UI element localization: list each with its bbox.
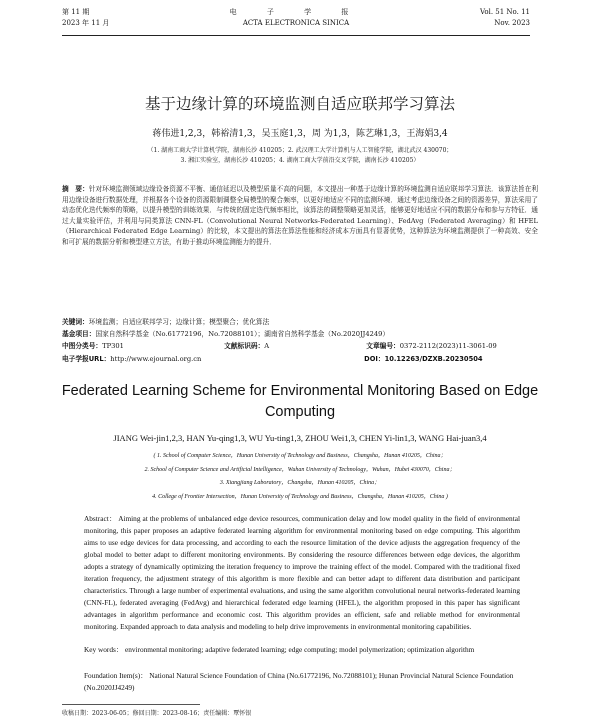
date-en: Nov. 2023 <box>494 19 530 27</box>
keywords-en-text: environmental monitoring; adaptive federated learning; edge computing; model polymerization; optimization algorithm <box>124 645 475 654</box>
authors-en: JIANG Wei-jin1,2,3, HAN Yu-qing1,3, WU Yu-ting1,3, ZHOU Wei1,3, CHEN Yi-lin1,3, WANG Hai-juan3,4 <box>113 433 487 443</box>
header-right <box>480 7 530 29</box>
running-header <box>62 7 530 41</box>
date-cn: 2023 年 11 月 <box>62 19 110 27</box>
abstract-cn-text: 针对环境监测领域边缘设备资源不平衡、通信延迟以及模型质量不高的问题，本文提出一种基于边缘计算的环境监测自适应联邦学习算法．该算法旨在利用边缘设备进行数据处理，并根据各个设备的资源限制调整全局模型的聚合频率，以更好地适应不同的监测环境．通过考虑边缘设备之间的资源差异，算法采用了动态优化迭代频率的策略，以提升模型的训练效果．与传统的固定迭代频率相比，该算法的调整策略更加灵活，能够更好地适应不同的数据分布和参与方特征．通过大量实验评估，并利用与同类算法 CNN-FL（Convolutional Neural Networks-Federated Learning）、FedAvg（Federated Averaging）和 HFEL（Hierarchical Federated Edge Learning）的比较，本文提出的算法在算法性能和经济成本方面具有显著优势，这种算法为环境监测提供了一种高效、安全和可扩展的数据分析和模型建立方法，有助于推动环境监测能力的提升． <box>62 185 539 246</box>
url-label: 电子学报URL： <box>62 355 111 363</box>
fund-en-label: Foundation Item(s)： <box>84 671 148 680</box>
journal-cn: 电 子 学 报 <box>229 8 363 16</box>
article-no-value: 0372-2112(2023)11-3061-09 <box>399 342 497 350</box>
affil-cn-line-2: 3. 湘江实验室，湖南长沙 410205；4. 湖南工商大学前沿交叉学院，湖南长沙 410205） <box>180 157 420 164</box>
affiliations-cn <box>60 146 540 166</box>
fund-en <box>84 670 520 694</box>
doi-value: 10.12263/DZXB.20230504 <box>384 355 483 363</box>
clc-value: TP301 <box>102 342 124 350</box>
volume: Vol. 51 No. 11 <box>479 8 530 16</box>
keywords-en <box>84 644 520 656</box>
authors-cn: 蒋伟进1,2,3，韩裕清1,3，吴玉庭1,3，周 为1,3，陈艺琳1,3，王海娟3,4 <box>152 129 448 139</box>
affil-en-line-2: 2. School of Computer Science and Artificial Intelligence，Wuhan University of Technology，Wuhan，Hubei 430070，China； <box>144 466 456 473</box>
abstract-cn <box>62 184 538 248</box>
fund-cn <box>62 328 538 338</box>
header-rule <box>62 35 530 36</box>
affil-en-line-1: ( 1. School of Computer Science，Hunan University of Technology and Business，Changsha，Hunan 410205，China； <box>153 453 447 459</box>
keywords-cn <box>62 316 538 326</box>
affil-en-line-3: 3. Xiangjiang Laboratory，Changsha，Hunan 410205，China； <box>219 480 381 486</box>
fund-cn-text: 国家自然科学基金（No.61772196，No.72088101）；湖南省自然科学基金（No.2020JJ4249） <box>95 330 390 338</box>
affil-cn-line-1: （1. 湖南工商大学计算机学院，湖南长沙 410205；2. 武汉理工大学计算机与人工智能学院，湖北武汉 430070； <box>147 147 453 154</box>
abstract-en-text: Aiming at the problems of unbalanced edge device resources, communication delay and low model quality in the field of environmental monitoring, this paper proposes an adaptive federated learning algorithm for environmental monitoring based on edge computing. This algorithm aims to use edge devices for data processing, and according to each the resource limitation of the device adjusts the aggregation frequency of the global model to better adapt to different monitoring environments. By considering the resource differences between edge devices, the algorithm adopts a strategy of dynamically optimizing the iteration frequency to improve the training effect of the model. Compared with the traditional fixed iteration frequency, the adjustment strategy of this algorithm is more flexible and can better adapt to different data distribution and participant characteristics. Through a large number of experimental evaluations, and using the same algorithm convolutional neural networks-federated learning (CNN-FL), federated averaging (FedAvg) and hierarchical federated edge learning (HFEL), the algorithm proposed in this paper has significant advantages in algorithm performance and economic cost. This algorithm provides an efficient, safe and reliable method for environmental monitoring. Expanded approach to data analysis and modeling to help drive improvements in environmental monitoring capabilities. <box>84 514 520 631</box>
title-cn: 基于边缘计算的环境监测自适应联邦学习算法 <box>144 95 455 113</box>
abstract-cn-label: 摘 要： <box>62 185 89 193</box>
issue-cn: 第 11 期 <box>62 8 90 16</box>
affil-en-line-4: 4. College of Frontier Intersection，Hunan University of Technology and Business，Changsha，Hunan 410205，China ) <box>152 493 448 500</box>
keywords-cn-label: 关键词： <box>62 318 89 326</box>
classification-row <box>62 340 538 350</box>
abstract-en <box>84 513 520 633</box>
keywords-cn-text: 环境监测；自适应联邦学习；边缘计算；模型聚合；优化算法 <box>88 318 270 326</box>
article-no-label: 文章编号： <box>366 342 400 350</box>
fund-cn-label: 基金项目： <box>62 330 96 338</box>
doc-code-value: A <box>264 342 270 350</box>
footnote-dates: 收稿日期：2023-06-05；修回日期：2023-08-16；责任编辑：覃怀银 <box>62 710 252 717</box>
footnote-rule <box>62 704 200 705</box>
abstract-en-label: Abstract： <box>84 514 117 523</box>
affiliations-en <box>40 450 560 504</box>
url-doi-row <box>62 353 538 363</box>
clc-label: 中图分类号： <box>62 342 103 350</box>
fund-en-text: National Natural Science Foundation of China (No.61772196, No.72088101); Hunan Provincial Natural Science Foundation (No.2020JJ4249) <box>84 671 514 692</box>
doc-code-label: 文献标识码： <box>224 342 265 350</box>
header-center <box>62 7 530 29</box>
title-en: Federated Learning Scheme for Environmental Monitoring Based on Edge Computing <box>61 383 539 420</box>
keywords-en-label: Key words： <box>84 645 124 654</box>
doi-label: DOI： <box>364 355 385 363</box>
journal-url-link[interactable]: http://www.ejournal.org.cn <box>110 355 202 363</box>
journal-en: ACTA ELECTRONICA SINICA <box>242 19 350 27</box>
